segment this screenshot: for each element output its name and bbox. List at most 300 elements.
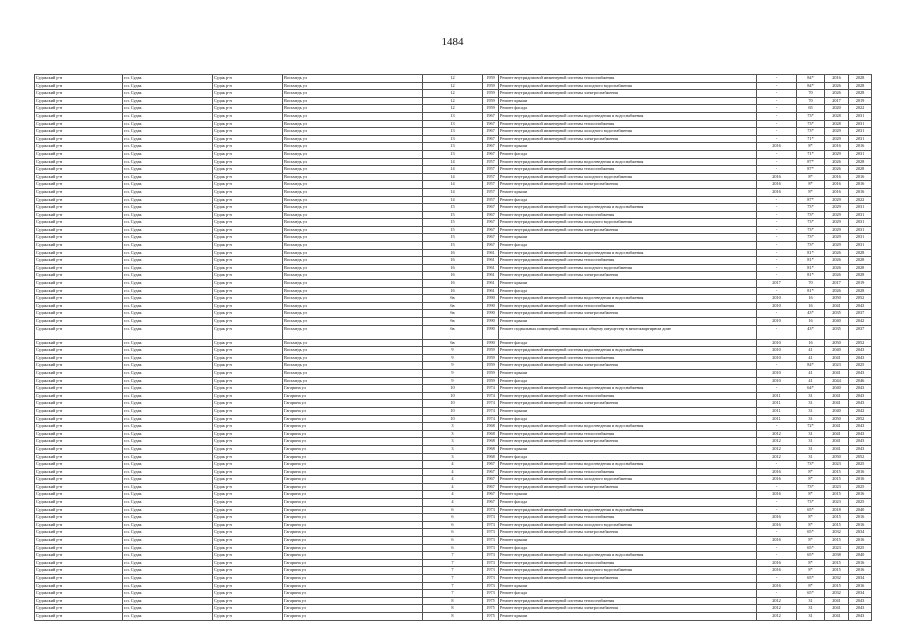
work-type-cell: Ремонт крыши: [499, 143, 757, 151]
house-number-cell: 15: [423, 204, 483, 212]
street-cell: Восьмедь ул: [283, 354, 423, 362]
last-repair-year-cell: -: [757, 97, 797, 105]
build-year-cell: 1959: [483, 97, 499, 105]
plan-end-cell: 2043: [849, 605, 872, 613]
wear-percent-cell: 73*: [797, 226, 825, 234]
table-row: [35, 97, 872, 105]
house-number-cell: 6в: [423, 318, 483, 326]
wear-percent-cell: 8*: [797, 582, 825, 590]
street-cell: Восьмедь ул: [283, 339, 423, 347]
district-cell: Судакский р-н: [35, 128, 123, 136]
wear-percent-cell: 73*: [797, 128, 825, 136]
district-cell: Судакский р-н: [35, 150, 123, 158]
plan-end-cell: 2031: [849, 120, 872, 128]
street-cell: Гагарина ул: [283, 567, 423, 575]
build-year-cell: 1990: [483, 318, 499, 326]
build-year-cell: 1968: [483, 445, 499, 453]
work-type-cell: Ремонт фасада: [499, 339, 757, 347]
work-type-cell: Ремонт внутридомовой инженерной системы теплоснабжения: [499, 392, 757, 400]
table-row: [35, 295, 872, 303]
house-number-cell: 10: [423, 385, 483, 393]
locality-cell: Судак р-н: [213, 120, 283, 128]
plan-end-cell: 2031: [849, 204, 872, 212]
plan-start-cell: 2041: [825, 438, 849, 446]
table-row: [35, 75, 872, 83]
plan-end-cell: 2043: [849, 423, 872, 431]
street-cell: Восьмедь ул: [283, 242, 423, 250]
work-type-cell: Ремонт фасада: [499, 242, 757, 250]
settlement-cell: г.п. Судак: [123, 188, 213, 196]
table-row: [35, 173, 872, 181]
table-row: [35, 211, 872, 219]
build-year-cell: 1973: [483, 559, 499, 567]
table-row: [35, 483, 872, 491]
plan-start-cell: 2029: [825, 135, 849, 143]
table-row: [35, 196, 872, 204]
last-repair-year-cell: 2016: [757, 468, 797, 476]
house-number-cell: 13: [423, 143, 483, 151]
build-year-cell: 1957: [483, 196, 499, 204]
street-cell: Восьмедь ул: [283, 158, 423, 166]
district-cell: Судакский р-н: [35, 318, 123, 326]
table-row: [35, 362, 872, 370]
house-number-cell: 7: [423, 582, 483, 590]
locality-cell: Судак р-н: [213, 82, 283, 90]
house-number-cell: 13: [423, 128, 483, 136]
build-year-cell: 1967: [483, 499, 499, 507]
work-type-cell: Ремонт крыши: [499, 612, 757, 620]
build-year-cell: 1957: [483, 158, 499, 166]
plan-start-cell: 2041: [825, 612, 849, 620]
street-cell: Восьмедь ул: [283, 120, 423, 128]
build-year-cell: 1959: [483, 369, 499, 377]
street-cell: Восьмедь ул: [283, 196, 423, 204]
locality-cell: Судак р-н: [213, 196, 283, 204]
settlement-cell: г.п. Судак: [123, 537, 213, 545]
locality-cell: Судак р-н: [213, 468, 283, 476]
street-cell: Гагарина ул: [283, 552, 423, 560]
last-repair-year-cell: -: [757, 82, 797, 90]
last-repair-year-cell: -: [757, 90, 797, 98]
table-row: [35, 219, 872, 227]
house-number-cell: 10: [423, 407, 483, 415]
last-repair-year-cell: 2016: [757, 559, 797, 567]
wear-percent-cell: 73*: [797, 483, 825, 491]
work-type-cell: Ремонт внутридомовой инженерной системы электроснабжения: [499, 226, 757, 234]
work-type-cell: Ремонт внутридомовой инженерной системы электроснабжения: [499, 362, 757, 370]
last-repair-year-cell: 2016: [757, 521, 797, 529]
last-repair-year-cell: 2012: [757, 612, 797, 620]
last-repair-year-cell: -: [757, 128, 797, 136]
work-type-cell: Ремонт внутридомовой инженерной системы водоотведения и водоснабжения: [499, 112, 757, 120]
settlement-cell: г.п. Судак: [123, 529, 213, 537]
house-number-cell: 14: [423, 166, 483, 174]
street-cell: Восьмедь ул: [283, 135, 423, 143]
locality-cell: Судак р-н: [213, 537, 283, 545]
district-cell: Судакский р-н: [35, 82, 123, 90]
wear-percent-cell: 31: [797, 453, 825, 461]
build-year-cell: 1961: [483, 257, 499, 265]
district-cell: Судакский р-н: [35, 605, 123, 613]
street-cell: Восьмедь ул: [283, 249, 423, 257]
plan-end-cell: 2031: [849, 219, 872, 227]
street-cell: Восьмедь ул: [283, 166, 423, 174]
locality-cell: Судак р-н: [213, 112, 283, 120]
table-row: [35, 135, 872, 143]
table-row: [35, 537, 872, 545]
street-cell: Гагарина ул: [283, 415, 423, 423]
table-row: [35, 112, 872, 120]
house-number-cell: 10: [423, 392, 483, 400]
locality-cell: Судак р-н: [213, 143, 283, 151]
district-cell: Судакский р-н: [35, 575, 123, 583]
district-cell: Судакский р-н: [35, 204, 123, 212]
table-row: [35, 521, 872, 529]
settlement-cell: г.п. Судак: [123, 392, 213, 400]
plan-end-cell: 2043: [849, 392, 872, 400]
wear-percent-cell: 8*: [797, 188, 825, 196]
last-repair-year-cell: -: [757, 461, 797, 469]
house-number-cell: 3: [423, 423, 483, 431]
build-year-cell: 1973: [483, 544, 499, 552]
locality-cell: Судак р-н: [213, 514, 283, 522]
house-number-cell: 14: [423, 181, 483, 189]
settlement-cell: г.п. Судак: [123, 257, 213, 265]
plan-end-cell: 2025: [849, 544, 872, 552]
district-cell: Судакский р-н: [35, 491, 123, 499]
district-cell: Судакский р-н: [35, 423, 123, 431]
settlement-cell: г.п. Судак: [123, 90, 213, 98]
plan-start-cell: 2018: [825, 506, 849, 514]
plan-start-cell: 2032: [825, 529, 849, 537]
last-repair-year-cell: 2012: [757, 430, 797, 438]
settlement-cell: г.п. Судак: [123, 264, 213, 272]
table-row: [35, 128, 872, 136]
wear-percent-cell: 31: [797, 430, 825, 438]
work-type-cell: Ремонт крыши: [499, 280, 757, 288]
last-repair-year-cell: -: [757, 75, 797, 83]
plan-start-cell: 2015: [825, 491, 849, 499]
house-number-cell: 8: [423, 597, 483, 605]
locality-cell: Судак р-н: [213, 295, 283, 303]
house-number-cell: 12: [423, 90, 483, 98]
street-cell: Гагарина ул: [283, 575, 423, 583]
plan-end-cell: 2043: [849, 400, 872, 408]
wear-percent-cell: 73*: [797, 219, 825, 227]
work-type-cell: Ремонт крыши: [499, 234, 757, 242]
locality-cell: Судак р-н: [213, 590, 283, 598]
street-cell: Гагарина ул: [283, 597, 423, 605]
settlement-cell: г.п. Судак: [123, 559, 213, 567]
settlement-cell: г.п. Судак: [123, 234, 213, 242]
last-repair-year-cell: -: [757, 196, 797, 204]
locality-cell: Судак р-н: [213, 582, 283, 590]
plan-end-cell: 2025: [849, 461, 872, 469]
district-cell: Судакский р-н: [35, 173, 123, 181]
street-cell: Гагарина ул: [283, 483, 423, 491]
wear-percent-cell: 73*: [797, 461, 825, 469]
plan-start-cell: 2026: [825, 257, 849, 265]
wear-percent-cell: 71*: [797, 150, 825, 158]
table-row: [35, 499, 872, 507]
wear-percent-cell: 84*: [797, 362, 825, 370]
table-row: [35, 597, 872, 605]
last-repair-year-cell: -: [757, 158, 797, 166]
build-year-cell: 1990: [483, 295, 499, 303]
house-number-cell: 6в: [423, 302, 483, 310]
house-number-cell: 9: [423, 354, 483, 362]
wear-percent-cell: 43*: [797, 310, 825, 318]
district-cell: Судакский р-н: [35, 407, 123, 415]
last-repair-year-cell: -: [757, 552, 797, 560]
settlement-cell: г.п. Судак: [123, 605, 213, 613]
settlement-cell: г.п. Судак: [123, 173, 213, 181]
plan-end-cell: 2016: [849, 476, 872, 484]
district-cell: Судакский р-н: [35, 369, 123, 377]
plan-start-cell: 2044: [825, 377, 849, 385]
last-repair-year-cell: -: [757, 264, 797, 272]
house-number-cell: 6: [423, 506, 483, 514]
district-cell: Судакский р-н: [35, 354, 123, 362]
table-row: [35, 529, 872, 537]
plan-start-cell: 2020: [825, 105, 849, 113]
last-repair-year-cell: 2012: [757, 438, 797, 446]
district-cell: Судакский р-н: [35, 226, 123, 234]
last-repair-year-cell: -: [757, 590, 797, 598]
house-number-cell: 6: [423, 544, 483, 552]
plan-start-cell: 2028: [825, 112, 849, 120]
locality-cell: Судак р-н: [213, 257, 283, 265]
locality-cell: Судак р-н: [213, 158, 283, 166]
house-number-cell: 6: [423, 529, 483, 537]
plan-start-cell: 2035: [825, 325, 849, 339]
build-year-cell: 1968: [483, 453, 499, 461]
plan-end-cell: 2052: [849, 339, 872, 347]
build-year-cell: 1974: [483, 392, 499, 400]
settlement-cell: г.п. Судак: [123, 377, 213, 385]
build-year-cell: 1973: [483, 575, 499, 583]
wear-percent-cell: 31: [797, 605, 825, 613]
last-repair-year-cell: 2010: [757, 339, 797, 347]
wear-percent-cell: 72*: [797, 423, 825, 431]
plan-start-cell: 2015: [825, 468, 849, 476]
street-cell: Гагарина ул: [283, 476, 423, 484]
last-repair-year-cell: -: [757, 234, 797, 242]
district-cell: Судакский р-н: [35, 506, 123, 514]
build-year-cell: 1959: [483, 90, 499, 98]
last-repair-year-cell: -: [757, 226, 797, 234]
wear-percent-cell: 65*: [797, 544, 825, 552]
wear-percent-cell: 81*: [797, 264, 825, 272]
build-year-cell: 1967: [483, 476, 499, 484]
settlement-cell: г.п. Судак: [123, 438, 213, 446]
build-year-cell: 1967: [483, 150, 499, 158]
table-row: [35, 302, 872, 310]
settlement-cell: г.п. Судак: [123, 302, 213, 310]
work-type-cell: Ремонт внутридомовой инженерной системы теплоснабжения: [499, 257, 757, 265]
wear-percent-cell: 73*: [797, 204, 825, 212]
plan-end-cell: 2016: [849, 143, 872, 151]
last-repair-year-cell: 2016: [757, 567, 797, 575]
house-number-cell: 9: [423, 369, 483, 377]
street-cell: Гагарина ул: [283, 612, 423, 620]
district-cell: Судакский р-н: [35, 280, 123, 288]
street-cell: Восьмедь ул: [283, 75, 423, 83]
settlement-cell: г.п. Судак: [123, 105, 213, 113]
plan-end-cell: 2022: [849, 105, 872, 113]
house-number-cell: 9: [423, 347, 483, 355]
district-cell: Судакский р-н: [35, 257, 123, 265]
work-type-cell: Ремонт внутридомовой инженерной системы водоотведения и водоснабжения: [499, 385, 757, 393]
wear-percent-cell: 65*: [797, 552, 825, 560]
build-year-cell: 1959: [483, 377, 499, 385]
settlement-cell: г.п. Судак: [123, 150, 213, 158]
build-year-cell: 1967: [483, 120, 499, 128]
plan-start-cell: 2041: [825, 423, 849, 431]
district-cell: Судакский р-н: [35, 552, 123, 560]
work-type-cell: Ремонт внутридомовой инженерной системы холодного водоснабжения: [499, 476, 757, 484]
last-repair-year-cell: -: [757, 219, 797, 227]
street-cell: Восьмедь ул: [283, 369, 423, 377]
house-number-cell: 4: [423, 461, 483, 469]
house-number-cell: 6в: [423, 325, 483, 339]
work-type-cell: Ремонт фасада: [499, 150, 757, 158]
plan-end-cell: 2043: [849, 430, 872, 438]
street-cell: Гагарина ул: [283, 514, 423, 522]
plan-end-cell: 2040: [849, 552, 872, 560]
house-number-cell: 16: [423, 249, 483, 257]
build-year-cell: 1990: [483, 325, 499, 339]
last-repair-year-cell: -: [757, 211, 797, 219]
build-year-cell: 1973: [483, 529, 499, 537]
last-repair-year-cell: -: [757, 287, 797, 295]
house-number-cell: 16: [423, 257, 483, 265]
build-year-cell: 1961: [483, 287, 499, 295]
house-number-cell: 3: [423, 430, 483, 438]
build-year-cell: 1975: [483, 612, 499, 620]
house-number-cell: 8: [423, 605, 483, 613]
work-type-cell: Ремонт внутридомовой инженерной системы электроснабжения: [499, 310, 757, 318]
plan-end-cell: 2028: [849, 272, 872, 280]
street-cell: Гагарина ул: [283, 529, 423, 537]
wear-percent-cell: 65*: [797, 506, 825, 514]
build-year-cell: 1973: [483, 582, 499, 590]
work-type-cell: Ремонт внутридомовой инженерной системы теплоснабжения: [499, 430, 757, 438]
locality-cell: Судак р-н: [213, 423, 283, 431]
build-year-cell: 1959: [483, 82, 499, 90]
plan-end-cell: 2043: [849, 354, 872, 362]
house-number-cell: 4: [423, 476, 483, 484]
plan-end-cell: 2043: [849, 612, 872, 620]
table-row: [35, 234, 872, 242]
locality-cell: Судак р-н: [213, 559, 283, 567]
table-row: [35, 400, 872, 408]
build-year-cell: 1967: [483, 143, 499, 151]
work-type-cell: Ремонт внутридомовой инженерной системы водоотведения и водоснабжения: [499, 552, 757, 560]
build-year-cell: 1957: [483, 188, 499, 196]
last-repair-year-cell: -: [757, 506, 797, 514]
build-year-cell: 1957: [483, 181, 499, 189]
wear-percent-cell: 16: [797, 318, 825, 326]
plan-start-cell: 2015: [825, 476, 849, 484]
build-year-cell: 1967: [483, 242, 499, 250]
plan-end-cell: 2043: [849, 347, 872, 355]
plan-end-cell: 2043: [849, 445, 872, 453]
plan-start-cell: 2041: [825, 430, 849, 438]
house-number-cell: 14: [423, 196, 483, 204]
wear-percent-cell: 87*: [797, 158, 825, 166]
plan-start-cell: 2016: [825, 173, 849, 181]
last-repair-year-cell: -: [757, 544, 797, 552]
plan-start-cell: 2029: [825, 204, 849, 212]
settlement-cell: г.п. Судак: [123, 476, 213, 484]
district-cell: Судакский р-н: [35, 537, 123, 545]
table-body: [35, 75, 872, 621]
locality-cell: Судак р-н: [213, 264, 283, 272]
work-type-cell: Ремонт внутридомовой инженерной системы теплоснабжения: [499, 597, 757, 605]
build-year-cell: 1974: [483, 407, 499, 415]
plan-start-cell: 2015: [825, 514, 849, 522]
last-repair-year-cell: -: [757, 423, 797, 431]
wear-percent-cell: 8*: [797, 537, 825, 545]
settlement-cell: г.п. Судак: [123, 181, 213, 189]
locality-cell: Судак р-н: [213, 445, 283, 453]
work-type-cell: Ремонт крыши: [499, 491, 757, 499]
district-cell: Судакский р-н: [35, 499, 123, 507]
house-number-cell: 16: [423, 280, 483, 288]
settlement-cell: г.п. Судак: [123, 143, 213, 151]
plan-start-cell: 2041: [825, 302, 849, 310]
wear-percent-cell: 8*: [797, 468, 825, 476]
locality-cell: Судак р-н: [213, 354, 283, 362]
work-type-cell: Ремонт внутридомовой инженерной системы водоотведения и водоснабжения: [499, 158, 757, 166]
locality-cell: Судак р-н: [213, 318, 283, 326]
street-cell: Гагарина ул: [283, 559, 423, 567]
table-row: [35, 612, 872, 620]
build-year-cell: 1975: [483, 605, 499, 613]
district-cell: Судакский р-н: [35, 242, 123, 250]
house-number-cell: 12: [423, 75, 483, 83]
wear-percent-cell: 16: [797, 339, 825, 347]
table-row: [35, 544, 872, 552]
plan-end-cell: 2034: [849, 529, 872, 537]
table-row: [35, 567, 872, 575]
locality-cell: Судак р-н: [213, 204, 283, 212]
work-type-cell: Ремонт внутридомовой инженерной системы водоотведения и водоснабжения: [499, 461, 757, 469]
wear-percent-cell: 87*: [797, 196, 825, 204]
work-type-cell: Ремонт внутридомовой инженерной системы теплоснабжения: [499, 514, 757, 522]
wear-percent-cell: 70: [797, 97, 825, 105]
locality-cell: Судак р-н: [213, 211, 283, 219]
build-year-cell: 1967: [483, 491, 499, 499]
district-cell: Судакский р-н: [35, 597, 123, 605]
plan-start-cell: 2040: [825, 347, 849, 355]
last-repair-year-cell: 2012: [757, 605, 797, 613]
wear-percent-cell: 31: [797, 407, 825, 415]
street-cell: Гагарина ул: [283, 521, 423, 529]
table-row: [35, 385, 872, 393]
locality-cell: Судак р-н: [213, 325, 283, 339]
locality-cell: Судак р-н: [213, 362, 283, 370]
build-year-cell: 1961: [483, 280, 499, 288]
settlement-cell: г.п. Судак: [123, 310, 213, 318]
wear-percent-cell: 73*: [797, 499, 825, 507]
build-year-cell: 1974: [483, 385, 499, 393]
plan-end-cell: 2031: [849, 135, 872, 143]
build-year-cell: 1967: [483, 461, 499, 469]
work-type-cell: Ремонт внутридомовой инженерной системы водоотведения и водоснабжения: [499, 249, 757, 257]
work-type-cell: Ремонт внутридомовой инженерной системы теплоснабжения: [499, 354, 757, 362]
